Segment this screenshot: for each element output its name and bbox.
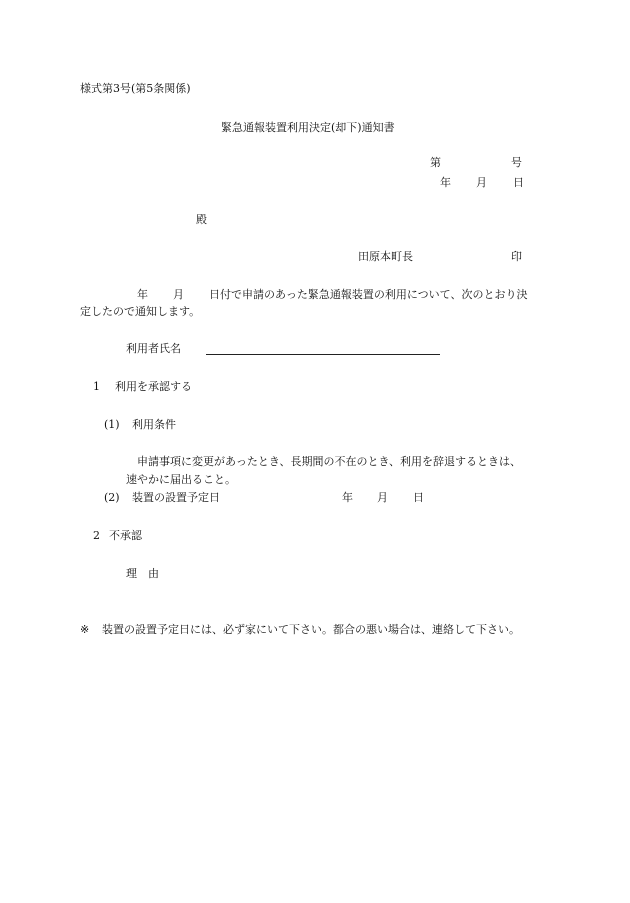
note-text: 装置の設置予定日には、必ず家にいて下さい。都合の悪い場合は、連絡して下さい。: [102, 623, 520, 636]
date-day: 日: [513, 176, 524, 189]
subsection-2-month: 月: [377, 491, 388, 504]
number-dai: 第: [430, 156, 441, 169]
body-year: 年: [137, 288, 148, 301]
subsection-2-year: 年: [342, 491, 353, 504]
subsection-1-text-line1: 申請事項に変更があったとき、長期間の不在のとき、利用を辞退するときは、: [137, 455, 522, 468]
issuer: 田原本町長: [358, 250, 413, 263]
body-month: 月: [173, 288, 184, 301]
number-go: 号: [511, 156, 522, 169]
reason-label: 理 由: [126, 567, 159, 580]
section-2-title: 不承認: [109, 529, 142, 542]
section-1-number: 1: [93, 380, 100, 393]
date-month: 月: [476, 176, 487, 189]
date-year: 年: [440, 176, 451, 189]
subsection-2-number: (2): [104, 491, 120, 504]
user-name-label: 利用者氏名: [126, 342, 181, 355]
body-line1: 日付で申請のあった緊急通報装置の利用について、次のとおり決: [209, 288, 528, 301]
form-number: 様式第3号(第5条関係): [80, 82, 191, 95]
section-1-title: 利用を承認する: [115, 380, 192, 393]
user-name-underline: [206, 354, 440, 355]
subsection-1-title: 利用条件: [132, 418, 176, 431]
subsection-1-text-line2: 速やかに届出ること。: [126, 473, 236, 486]
subsection-2-title: 装置の設置予定日: [132, 491, 220, 504]
document-title: 緊急通報装置利用決定(却下)通知書: [221, 121, 395, 134]
subsection-2-day: 日: [413, 491, 424, 504]
seal: 印: [511, 250, 522, 263]
subsection-1-number: (1): [104, 418, 120, 431]
section-2-number: 2: [93, 529, 100, 542]
note-mark: ※: [80, 623, 90, 636]
body-line2: 定したので通知します。: [80, 305, 201, 318]
addressee-suffix: 殿: [196, 213, 207, 226]
